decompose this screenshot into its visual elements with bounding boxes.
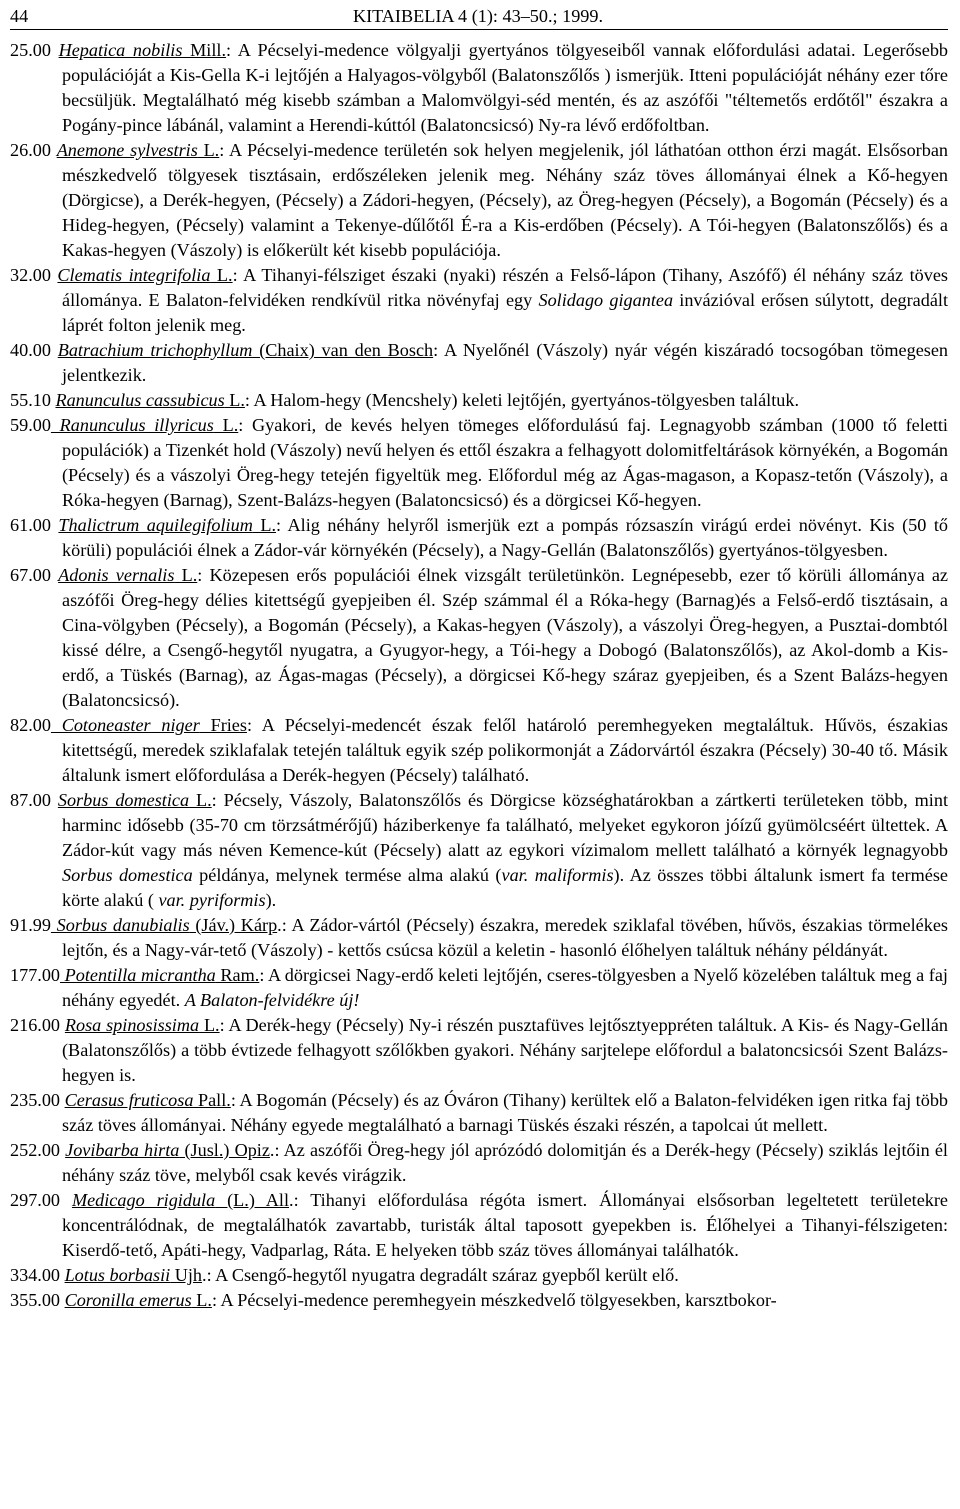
species-author: L.: [174, 565, 198, 585]
species-author: L.: [189, 790, 212, 810]
species-name: Cerasus fruticosa: [64, 1090, 194, 1110]
species-author: L.: [191, 1290, 212, 1310]
species-name: Cotoneaster niger: [50, 715, 200, 735]
entry-medicago: 297.00 Medicago rigidula (L.) All.: Tihanyi előfordulása régóta ismert. Állományai elsősorban legeltetett területekre koncentrálódnak, de megtalálhatók zavartabb, turisták által taposott gyepekben is. Élőhelyei a Tihanyi-félszigeten: Kiserdő-tető, Apáti-hegy, Vadparlag, Ráta. E helyeken több száz töves állományai találhatók.: [10, 1190, 948, 1260]
species-name: Rosa spinosissima: [64, 1015, 200, 1035]
page-header: [10, 4, 946, 28]
journal-citation: KITAIBELIA 4 (1): 43–50.; 1999.: [352, 6, 604, 26]
entry-anemone: 26.00 Anemone sylvestris L.: A Pécselyi-medence területén sok helyen megjelenik, jól láthatóan otthon érzi magát. Elsősorban mészkedvelő tölgyesek tisztásain, erdőszéleken jelenik meg. Néhány száz töves állományai élnek a Kő-hegyen (Dörgicse), a Derék-hegyen, (Pécsely) a Zádori-hegyen, (Pécsely), az Öreg-hegyen (Pécsely), a Bogomán (Pécsely) és a Hideg-hegyen, (Pécsely) valamint a Tekenye-dűlőtől É-ra a Kis-erdőben (Pécsely). A Tói-hegyen (Balatonszőlős) és a Kakas-hegyen (Vászoly) is előkerült két kisebb populációja.: [10, 140, 948, 260]
species-name: Thalictrum aquilegifolium: [58, 515, 253, 535]
entry-lotus: 334.00 Lotus borbasii Ujh.: A Csengő-hegytől nyugatra degradált száraz gyepből került elő.: [10, 1265, 679, 1285]
entry-adonis: 67.00 Adonis vernalis L.: Közepesen erős populációi élnek vizsgált területünkön. Legnépesebb, ezer tő körüli állománya az aszófői Öreg-hegy délies kitettségű gyepjeiben él. Szép számmal él a Róka-hegy (Barnag)és a Felső-erdő tisztásain, a Cina-völgyben (Pécsely), a Bogomán (Pécsely), a Kakas-hegyen (Vászoly), a vászolyi Öreg-hegyen, a Pusztai-dombtól kissé délre, a Csengő-hegytől nyugatra, a Gyugyor-hegy, a Tói-hegy a Dobogó (Balatonszőlős), az Akol-domb a Kis-erdő, a Tüskés (Barnag), az Ágas-magas (Pécsely), a dörgicsei Kő-hegy száraz gyepjeiben, és a Szent Balázs-hegyen (Balatoncsicsó).: [10, 565, 948, 710]
entry-rosa: 216.00 Rosa spinosissima L.: A Derék-hegy (Pécsely) Ny-i részén pusztafüves lejtősztyeppréten találtuk. A Kis- és Nagy-Gellán (Balatonszőlős) a több évtizede felhagyott szőlőkben gyakori. Néhány sarjtelepe előfordul a balatoncsicsói Szent Balázs-hegyen is.: [10, 1015, 949, 1085]
entry-clematis: 32.00 Clematis integrifolia L.: A Tihanyi-félsziget északi (nyaki) részén a Felső-lápon (Tihany, Aszófő) él néhány száz töves állománya. E Balaton-felvidéken rendkívül ritka növényfaj egy Solidago gigantea invázióval erősen súlytott, degradált láprét folton jelenik meg.: [10, 265, 949, 335]
species-author: Mill.: [182, 40, 226, 60]
entry-sorbus-domestica: 87.00 Sorbus domestica L.: Pécsely, Vászoly, Balatonszőlős és Dörgicse községhatárokban a zártkerti területeken több, mint harminc idősebb (35-70 cm törzsátmérőjű) háziberkenye fa található, melyeket egykoron jóízű gyümölcséért ültettek. A Zádor-kút vagy más néven Kemence-kút (Pécsely) alatt az egykori vízimalom mellett található a környék legnagyobb Sorbus domestica példánya, melynek termése alma alakú (var. maliformis). Az összes többi általunk ismert fa termése körte alakú ( var. pyriformis).: [10, 790, 948, 910]
entry-ranunculus-illyricus: 59.00 Ranunculus illyricus L.: Gyakori, de kevés helyen tömeges előfordulású faj. Legnagyobb számban (1000 tő feletti populációk) a Tizenkét hold (Vászoly) nevű helyen és ettől északra a felhagyott dolomitfeltárások környékén, a Bogomán (Pécsely) és a vászolyi Öreg-hegy tetején figyeltük meg. Előfordul még az Ágas-magason, a Kopasz-tetőn (Vászoly), a Róka-hegyen (Barnag), Szent-Balázs-hegyen (Balatoncsicsó) és a dörgicsei Kő-hegyen.: [10, 415, 948, 510]
entry-potentilla: 177.00 Potentilla micrantha Ram.: A dörgicsei Nagy-erdő keleti lejtőjén, cseres-tölgyesben a Nyelő közelében találtuk meg a faj néhány egyedét. A Balaton-felvidékre új!: [10, 965, 948, 1010]
entry-sorbus-danubialis: 91.99 Sorbus danubialis (Jáv.) Kárp.: A Zádor-vártól (Pécsely) északra, meredek sziklafal tövében, hűvös, északias törmelékes lejtőn, és a Nagy-vár-tető (Vászoly) - kettős csúcsa közül a keletin - hasonló élőhelyen találtuk néhány példányát.: [10, 915, 948, 960]
species-name: Sorbus danubialis: [50, 915, 190, 935]
species-name: Ranunculus cassubicus: [55, 390, 225, 410]
species-author: L.: [199, 1015, 220, 1035]
species-name: Batrachium trichophyllum: [57, 340, 253, 360]
species-author: (Jáv.) Kárp: [189, 915, 278, 935]
species-author: (L.) All: [215, 1190, 290, 1210]
header-rule: [10, 29, 948, 30]
species-author: L.: [197, 140, 220, 160]
species-name: Potentilla micrantha: [60, 965, 216, 985]
species-name: Anemone sylvestris: [56, 140, 198, 160]
species-author: Ram.: [215, 965, 260, 985]
species-author: (Jusl.) Opiz: [179, 1140, 270, 1160]
species-author: Ujh: [170, 1265, 203, 1285]
entry-cotoneaster: 82.00 Cotoneaster niger Fries: A Pécselyi-medencét észak felől határoló peremhegyeken megtaláltuk. Hűvös, északias kitettségű, meredek sziklafalak tetején találtuk egyik szép polikormonját a Zádorvártól északra (Pécsely) 30-40 tő. Másik általunk ismert előfordulása a Derék-hegyen (Pécsely) található.: [10, 715, 949, 785]
species-author: Fries: [199, 715, 247, 735]
species-list: [10, 38, 948, 1313]
species-name: Clematis integrifolia: [57, 265, 211, 285]
species-name: Medicago rigidula: [71, 1190, 216, 1210]
species-name: Hepatica nobilis: [58, 40, 183, 60]
species-name: Adonis vernalis: [58, 565, 175, 585]
entry-coronilla: 355.00 Coronilla emerus L.: A Pécselyi-medence peremhegyein mészkedvelő tölgyesekben, karsztbokor-: [10, 1290, 777, 1310]
species-author: (Chaix) van den Bosch: [252, 340, 434, 360]
species-name: Lotus borbasii: [64, 1265, 171, 1285]
species-author: L.: [252, 515, 276, 535]
species-name: Jovibarba hirta: [65, 1140, 180, 1160]
entry-ranunculus-cassubicus: 55.10 Ranunculus cassubicus L.: A Halom-hegy (Mencshely) keleti lejtőjén, gyertyános-tölgyesben találtuk.: [10, 390, 799, 410]
entry-thalictrum: 61.00 Thalictrum aquilegifolium L.: Alig néhány helyről ismerjük ezt a pompás rózsaszín virágú erdei növényt. Kis (50 tő körüli) populációi élnek a Zádor-vár környékén (Pécsely), a Nagy-Gellán (Balatonszőlős) gyertyános-tölgyesben.: [10, 515, 949, 560]
species-author: L.: [224, 390, 245, 410]
species-author: L.: [213, 415, 239, 435]
entry-hepatica: 25.00 Hepatica nobilis Mill.: A Pécselyi-medence völgyalji gyertyános tölgyeseiből vannak előfordulási adatai. Legerősebb populációját a Kis-Gella K-i lejtőjén a Halyagos-völgyből (Balatonszőlős ) ismerjük. Itteni populációját néhány ezer tőre becsüljük. Megtalálható még kisebb számban a Malomvölgyi-séd mentén, és az aszófői "téltemetős erdőtől" északra a Pogány-pince lábánál, valamint a Herendi-kúttól (Balatoncsicsó) Ny-ra lévő erdőfoltban.: [10, 40, 949, 135]
species-name: Ranunculus illyricus: [50, 415, 214, 435]
species-name: Sorbus domestica: [57, 790, 190, 810]
entry-jovibarba: 252.00 Jovibarba hirta (Jusl.) Opiz.: Az aszófői Öreg-hegy jól aprózódó dolomitján és a Derék-hegy (Pécsely) sziklás lejtőin él néhány száz töve, melyből csak kevés virágzik.: [10, 1140, 948, 1185]
entry-cerasus: 235.00 Cerasus fruticosa Pall.: A Bogomán (Pécsely) és az Óváron (Tihany) kerültek elő a Balaton-felvidéken igen ritka faj több száz töves állományai. Néhány egyede megtalálható a barnagi Tüskés északi részén, a tapolcai út mellett.: [10, 1090, 949, 1135]
page-number: 44: [10, 6, 29, 26]
species-author: L.: [210, 265, 233, 285]
entry-batrachium: 40.00 Batrachium trichophyllum (Chaix) van den Bosch: A Nyelőnél (Vászoly) nyár végén kiszáradó tocsogóban tömegesen jelentkezik.: [10, 340, 949, 385]
species-author: Pall.: [193, 1090, 231, 1110]
species-name: Coronilla emerus: [64, 1290, 192, 1310]
